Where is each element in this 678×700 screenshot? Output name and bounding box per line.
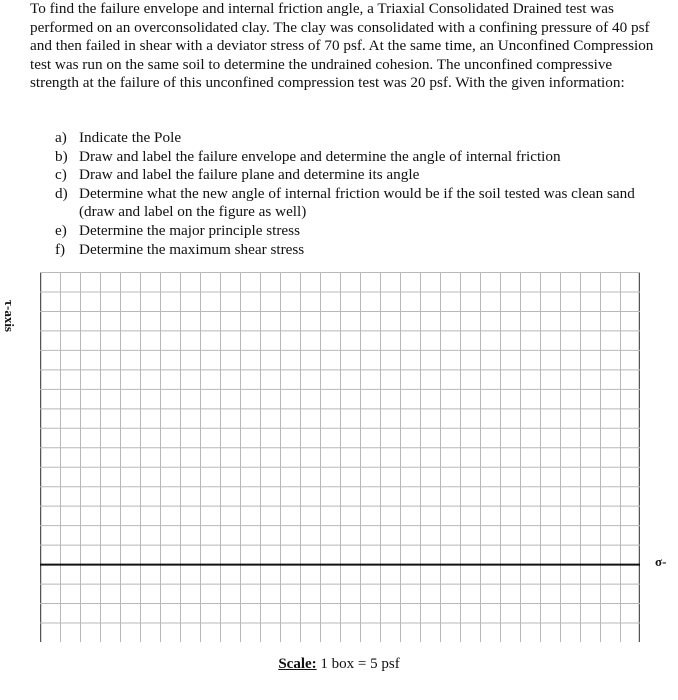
question-text: Determine the maximum shear stress: [79, 240, 305, 258]
question-text: Draw and label the failure plane and determine its angle: [79, 166, 420, 184]
question-item: [55, 129, 655, 148]
question-item: [55, 148, 655, 167]
question-label: b): [55, 147, 68, 165]
question-label: f): [55, 240, 66, 258]
problem-intro: To find the failure envelope and internal friction angle, a Triaxial Consolidated Drained test was performed on an overconsolidated clay. The clay was consolidated with a confining pressure of 40 psf and then failed in shear with a deviator stress of 70 psf. At the same time, an Unconfined Compression test was run on the same soil to determine the undrained cohesion. The unconfined compressive strength at the failure of this unconfined compression test was 20 psf. With the given information:: [30, 0, 654, 92]
question-label: e): [55, 221, 67, 239]
question-text: Determine what the new angle of internal friction would be if the soil tested was clean sand (draw and label on the figure as well): [79, 184, 635, 221]
question-text: Indicate the Pole: [79, 129, 182, 146]
question-text: Draw and label the failure envelope and determine the angle of internal friction: [79, 147, 561, 165]
question-item: [55, 166, 655, 185]
grid-svg: [40, 272, 640, 642]
question-text: Determine the major principle stress: [79, 221, 300, 239]
question-label: a): [55, 129, 67, 146]
question-item: [55, 185, 655, 222]
question-item: [55, 222, 655, 241]
scale-note: [0, 656, 678, 673]
question-item: [55, 241, 655, 260]
scale-value: 1 box = 5 psf: [320, 656, 400, 672]
question-label: c): [55, 166, 67, 184]
tau-axis-label: τ-axis: [2, 300, 17, 332]
scale-label: Scale:: [278, 656, 317, 672]
question-label: d): [55, 184, 68, 202]
question-list: [55, 129, 655, 259]
graph-paper[interactable]: [40, 272, 640, 642]
sigma-axis-label: σ-: [655, 554, 667, 569]
